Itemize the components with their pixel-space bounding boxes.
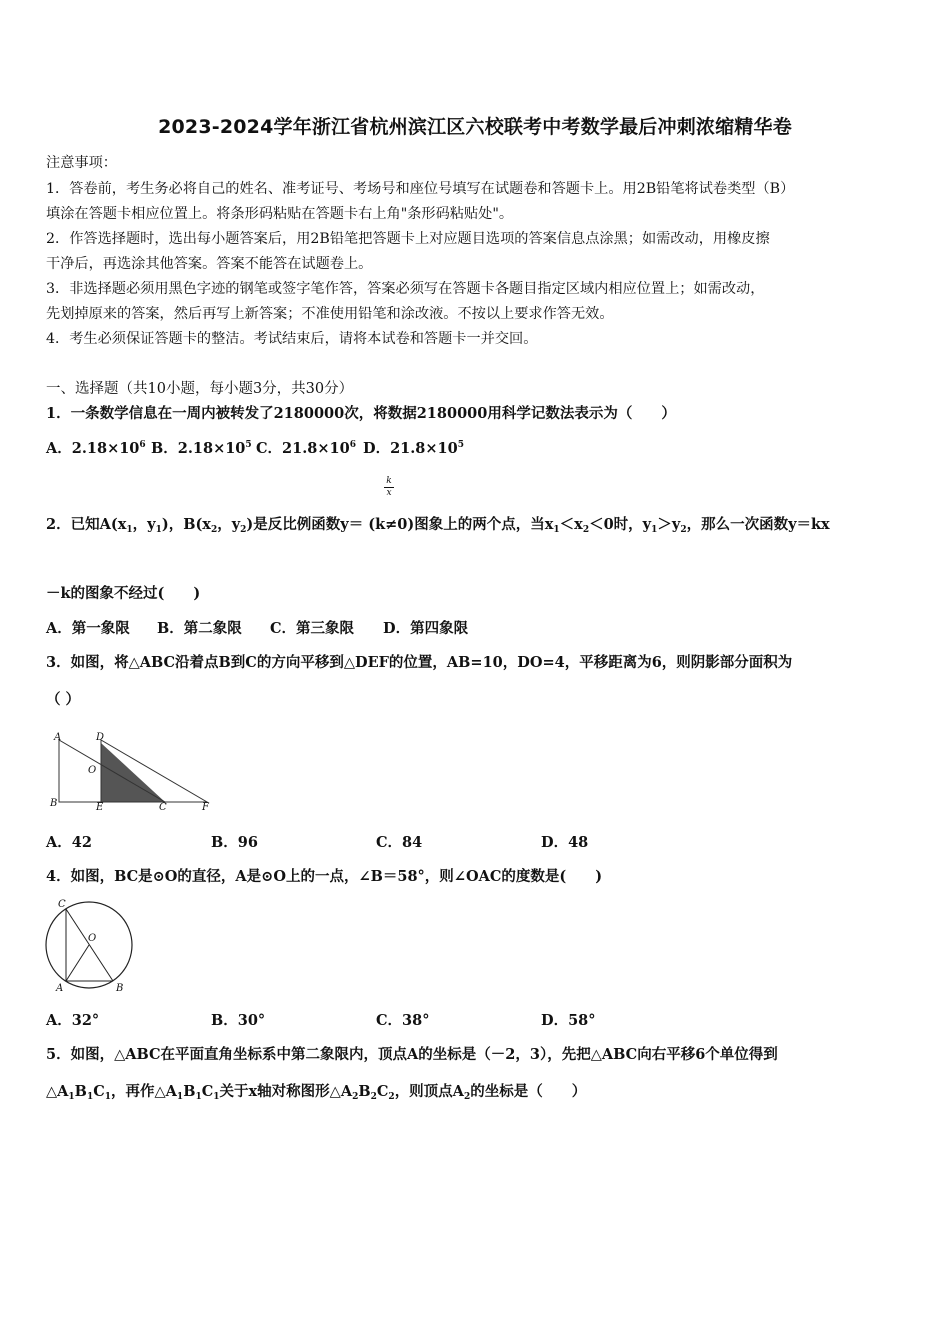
question-1-stem: 1．一条数学信息在一周内被转发了2180000次，将数据2180000用科学记数法表示为（ ） <box>46 405 676 422</box>
radius-oa <box>66 945 89 981</box>
label-d: D <box>96 732 105 743</box>
notice-line: 3．非选择题必须用黑色字迹的钢笔或签字笔作答，答案必须写在答题卡各题目指定区域内相应位置上；如需改动， <box>46 281 765 297</box>
q3-option-a: A．42 <box>46 834 92 851</box>
label-b: B <box>116 983 124 994</box>
label-f: F <box>202 802 209 813</box>
label-o: O <box>88 765 97 776</box>
notice-line: 1．答卷前，考生务必将自己的姓名、准考证号、考场号和座位号填写在试题卷和答题卡上。用2B铅笔将试卷类型（B） <box>46 181 795 197</box>
q2-option-b: B．第二象限 <box>157 620 242 637</box>
label-o: O <box>88 933 97 944</box>
q4-option-a: A．32° <box>46 1012 100 1029</box>
q2-option-a: A．第一象限 <box>46 620 130 637</box>
notice-line: 4．考生必须保证答题卡的整洁。考试结束后，请将本试卷和答题卡一并交回。 <box>46 331 538 347</box>
label-a: A <box>54 732 62 743</box>
q1-option-c: C．$21.8\times 10^6$ <box>256 440 356 457</box>
label-b: B <box>50 798 58 809</box>
page-title: 2023-2024学年浙江省杭州滨江区六校联考中考数学最后冲刺浓缩精华卷 <box>158 116 792 138</box>
section-heading: 一、选择题（共10小题，每小题3分，共30分） <box>46 381 354 397</box>
circle-figure <box>40 895 140 995</box>
notice-line: 填涂在答题卡相应位置上。将条形码粘贴在答题卡右上角"条形码粘贴处"。 <box>46 206 514 222</box>
label-c: C <box>159 802 167 813</box>
notice-line: 先划掉原来的答案，然后再写上新答案；不准使用铅笔和涂改液。不按以上要求作答无效。 <box>46 306 614 322</box>
q1-option-d: D．$21.8\times 10^5$ <box>363 440 464 457</box>
label-e: E <box>96 802 104 813</box>
q3-option-b: B．96 <box>211 834 258 851</box>
q1-option-a: A．$2.18\times 10^6$ <box>46 440 146 457</box>
translation-triangles-figure <box>44 728 214 814</box>
q2-option-d: D．第四象限 <box>383 620 469 637</box>
notice-heading: 注意事项： <box>46 155 117 171</box>
question-5-line2: $\triangle A_1B_1C_1$，再作$\triangle A_1B_1C_1$关于x轴对称图形$\triangle A_2B_2C_2$，则顶点$A_2$的坐标是（ ） <box>46 1083 587 1102</box>
q3-option-c: C．84 <box>376 834 423 851</box>
question-2-stem: 2．已知$A(x_1$，$y_1$)，$B(x_2$，$y_2$)是反比例函数y＝ (k≠0)图象上的两个点，当$x_1<x_2<0$时，$y_1>y_2$，那么一次函数y＝kx <box>46 516 830 535</box>
q1-option-b: B．$2.18\times 10^5$ <box>151 440 252 457</box>
fraction-k-over-x: k x <box>384 476 394 499</box>
question-3-paren: （ ） <box>46 691 81 708</box>
notice-line: 干净后，再选涂其他答案。答案不能答在试题卷上。 <box>46 256 373 272</box>
label-a: A <box>56 983 64 994</box>
question-2-line2: －k的图象不经过( ) <box>46 585 201 602</box>
q4-option-d: D．58° <box>541 1012 596 1029</box>
question-5-line1: 5．如图，△ABC在平面直角坐标系中第二象限内，顶点A的坐标是（－2，3），先把△ABC向右平移6个单位得到 <box>46 1046 778 1063</box>
q4-option-c: C．38° <box>376 1012 430 1029</box>
question-3-stem: 3．如图，将△ABC沿着点B到C的方向平移到△DEF的位置，AB=10，DO=4，平移距离为6，则阴影部分面积为 <box>46 654 793 671</box>
q4-option-b: B．30° <box>211 1012 266 1029</box>
question-4-stem: 4．如图，BC是⊙O的直径，A是⊙O上的一点，∠B＝58°，则∠OAC的度数是( ) <box>46 868 603 885</box>
label-c: C <box>58 899 66 910</box>
shaded-region <box>101 743 165 802</box>
notice-line: 2．作答选择题时，选出每小题答案后，用2B铅笔把答题卡上对应题目选项的答案信息点涂黑；如需改动，用橡皮擦 <box>46 231 770 247</box>
q2-option-c: C．第三象限 <box>270 620 355 637</box>
q3-option-d: D．48 <box>541 834 589 851</box>
